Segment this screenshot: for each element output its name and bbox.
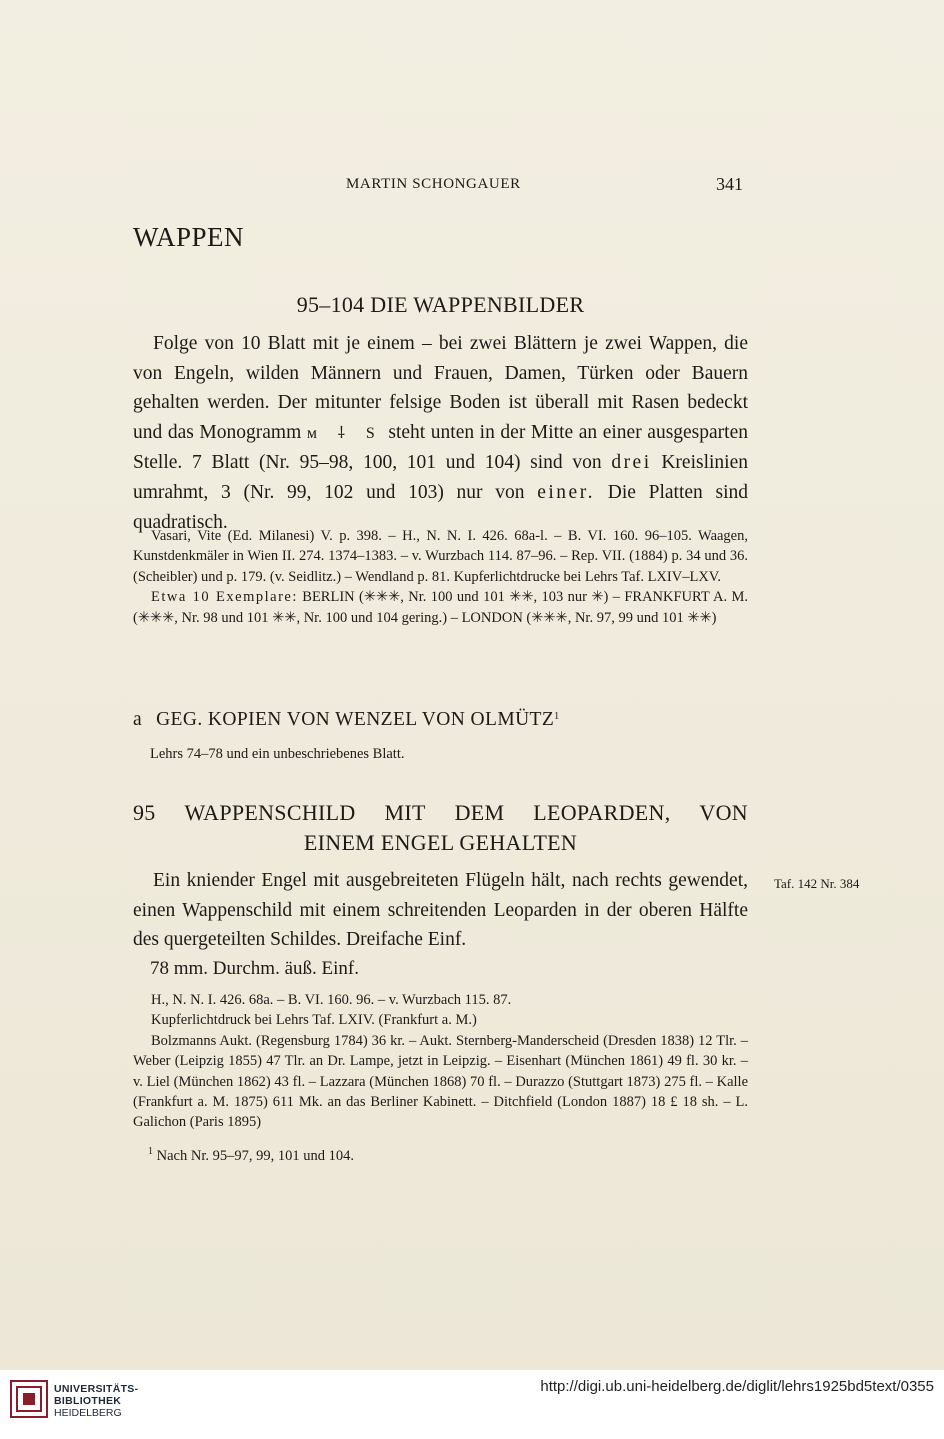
intro-spaced-drei: drei <box>611 452 652 474</box>
entry-provenance: Bolzmanns Aukt. (Regensburg 1784) 36 kr. – Aukt. Sternberg-Manderscheid (Dresden 1838) 12 Tlr. – Weber (Leipzig 1855) 47 Tlr. an Dr. Lampe, jetzt in Leipzig. – Eisenhart (München 1861) 49 fl. 30 kr. – v. Liel (München 1862) 43 fl. – Lazzara (München 1868) 70 fl. – Durazzo (Stuttgart 1873) 275 fl. – Kalle (Frankfurt a. M. 1875) 611 Mk. an das Berliner Kabinett. – Ditchfield (London 1887) 18 £ 18 sh. – L. Galichon (Paris 1895) <box>133 1032 748 1131</box>
copies-heading-title: GEG. KOPIEN VON WENZEL VON OLMÜTZ <box>156 709 555 730</box>
entry-title-word: LEOPARDEN, <box>533 800 671 825</box>
intro-text-2: steht unten in der Mitte an einer ausgesparten Stelle. 7 Blatt (Nr. 95–98, 100, 101 und 104) sind von <box>133 421 748 474</box>
entry-measurements: 78 mm. Durchm. äuß. Einf. <box>150 958 359 979</box>
copies-label: Etwa 10 Exemplare: <box>151 589 298 606</box>
plate-reference: Taf. 142 Nr. 384 <box>774 876 860 891</box>
entry-heading-line2: EINEM ENGEL GEHALTEN <box>303 830 578 855</box>
copies-list: BERLIN (✳✳✳, Nr. 100 und 101 ✳✳, 103 nur ✳) – FRANKFURT A. M. (✳✳✳, Nr. 98 und 101 ✳✳, Nr. 100 und 104 gering.) – LONDON (✳✳✳, Nr. 97, 99 und 101 ✳✳) <box>133 589 748 626</box>
footnote-mark: 1 <box>148 1146 153 1157</box>
entry-title-word: VON <box>699 800 748 825</box>
intro-text-4: Die Platten sind quadratisch. <box>133 481 748 533</box>
library-logo-icon <box>10 1380 48 1418</box>
library-name-line2: BIBLIOTHEK <box>54 1395 122 1407</box>
entry-title-word: DEM <box>454 800 505 825</box>
bibliography-refs: Vasari, Vite (Ed. Milanesi) V. p. 398. – H., N. N. I. 426. 68a-l. – B. VI. 160. 96–105. Waagen, Kunstdenkmäler in Wien II. 274. 1374–1383. – v. Wurzbach 114. 87–96. – Rep. VII. (1884) p. 34 und 36. (Scheibler) und p. 179. (v. Seidlitz.) – Wendland p. 81. Kupferlichtdrucke bei Lehrs Taf. LXIV–LXV. <box>133 528 748 585</box>
footnote-text: Nach Nr. 95–97, 99, 101 und 104. <box>153 1148 354 1164</box>
intro-paragraph <box>133 329 748 537</box>
entry-description <box>133 866 748 955</box>
bibliography-copies <box>133 587 748 628</box>
intro-text-1: Folge von 10 Blatt mit je einem – bei zwei Blättern je zwei Wappen, die von Engeln, wilden Männern und Frauen, Damen, Türken oder Bauern gehalten werden. Der mitunter felsige Boden ist überall mit Rasen bedeckt und das Monogramm <box>133 333 748 443</box>
entry-refs-1: H., N. N. I. 426. 68a. – B. VI. 160. 96. – v. Wurzbach 115. 87. <box>151 992 512 1008</box>
entry-refs-2: Kupferlichtdruck bei Lehrs Taf. LXIV. (Frankfurt a. M.) <box>151 1012 477 1029</box>
entry-number: 95 <box>133 800 156 825</box>
entry-title-word: MIT <box>384 800 426 825</box>
intro-spaced-einer: einer. <box>537 481 596 503</box>
entry-description-text: Ein kniender Engel mit ausgebreiteten Flügeln hält, nach rechts gewendet, einen Wappenschild mit einem schreitenden Leoparden in der oberen Hälfte des quergeteilten Schildes. Dreifache Einf. <box>133 870 748 951</box>
library-name-line3: HEIDELBERG <box>54 1407 122 1419</box>
library-name-line1: UNIVERSITÄTS- <box>54 1383 139 1395</box>
viewer-footer <box>0 1370 944 1439</box>
page-url-link[interactable]: http://digi.ub.uni-heidelberg.de/diglit/lehrs1925bd5text/0355 <box>540 1378 934 1395</box>
bibliography-block <box>133 526 748 628</box>
running-head: MARTIN SCHONGAUER <box>346 176 521 192</box>
entry-heading-line1 <box>133 798 748 828</box>
copies-heading-letter: a <box>133 709 143 730</box>
library-name <box>54 1383 138 1419</box>
page-number: 341 <box>716 174 743 194</box>
entry-title-word: WAPPENSCHILD <box>184 800 356 825</box>
entry-heading <box>133 798 748 858</box>
section-title: WAPPEN <box>133 222 245 252</box>
footnote-reference: 1 <box>554 711 560 722</box>
copies-heading <box>133 709 748 731</box>
entry-references <box>133 990 748 1133</box>
copies-subline: Lehrs 74–78 und ein unbeschriebenes Blatt. <box>150 746 405 762</box>
footnote <box>148 1146 354 1165</box>
intro-text-3: Kreislinien umrahmt, 3 (Nr. 99, 102 und 103) nur von <box>133 452 748 503</box>
monogram-symbol: ᴍ ⸸ S <box>306 424 383 442</box>
group-heading: 95–104 DIE WAPPENBILDER <box>296 292 585 317</box>
